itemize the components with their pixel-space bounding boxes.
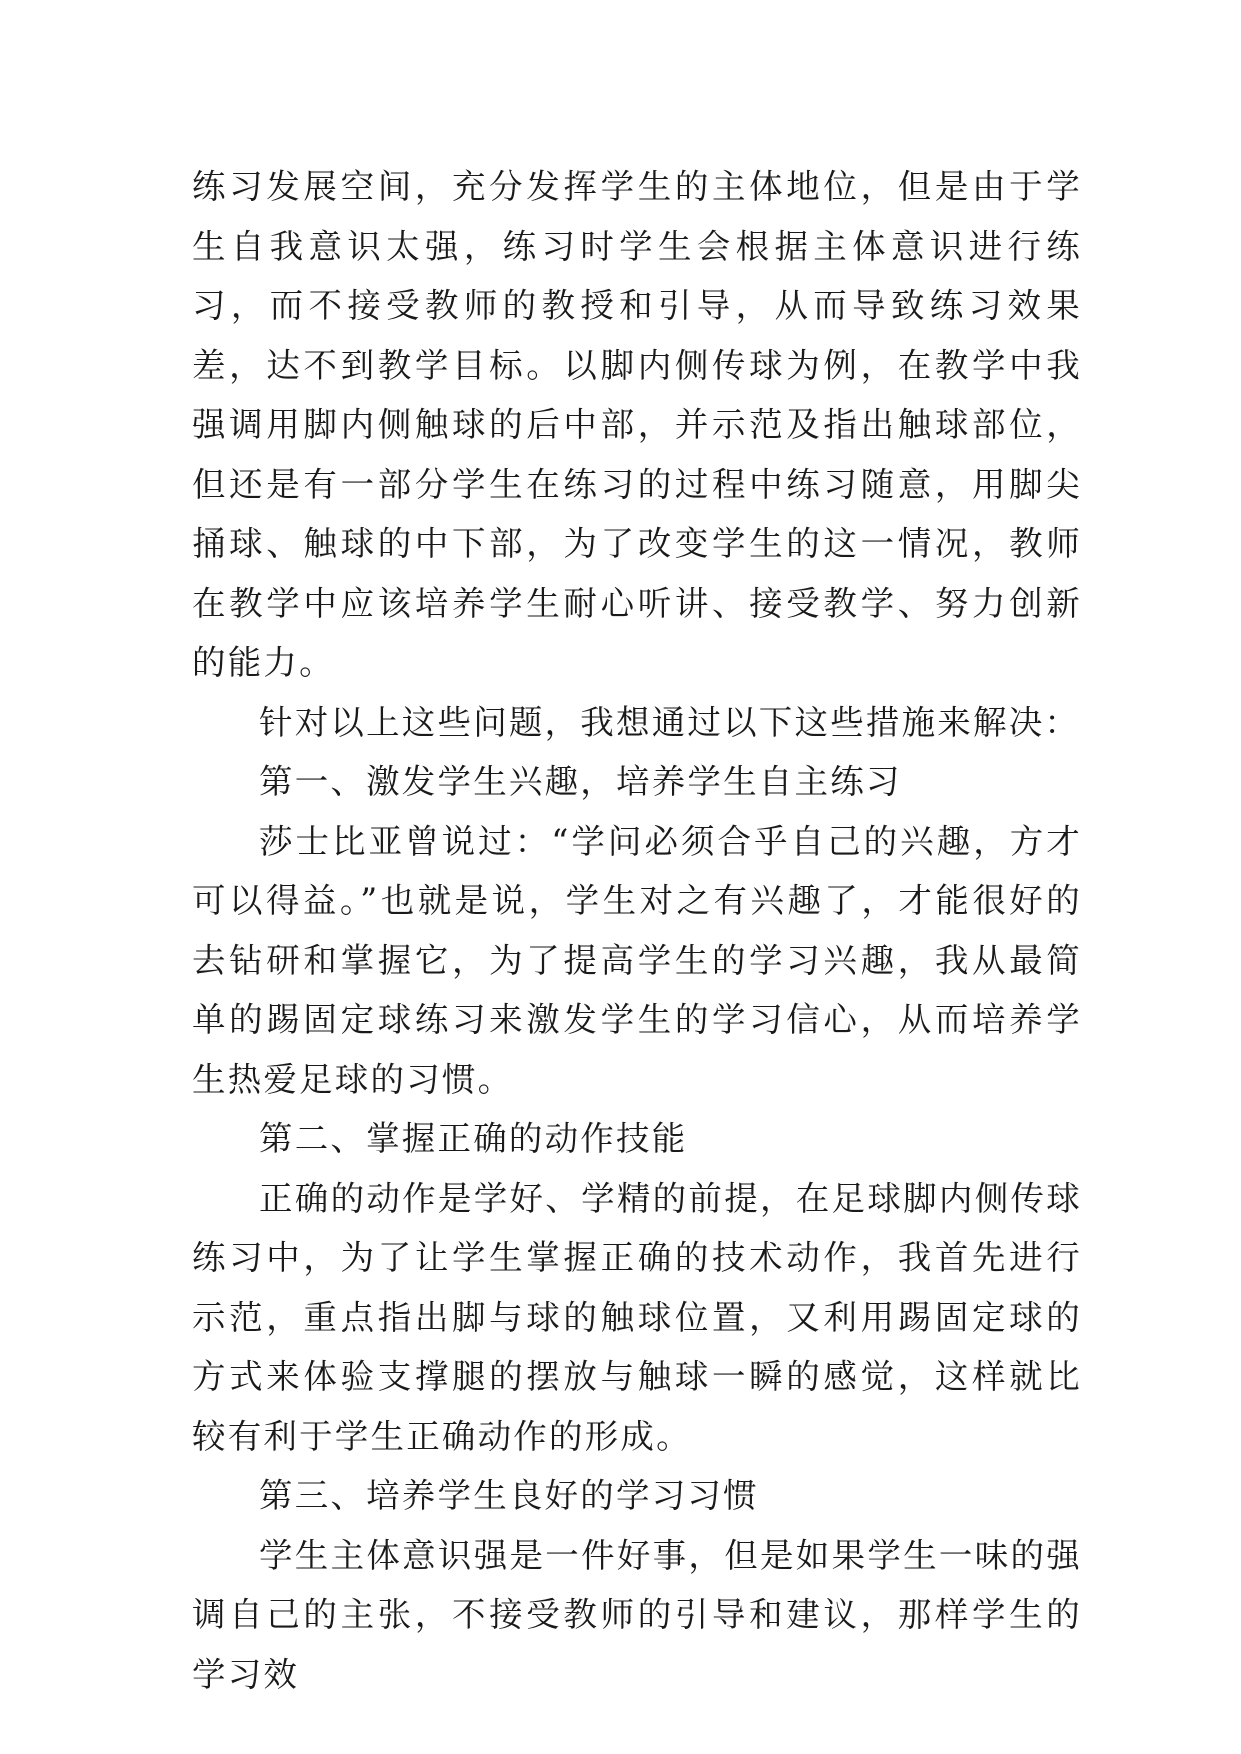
- paragraph-first-measure: 莎士比亚曾说过：“学问必须合乎自己的兴趣，方才可以得益。”也就是说，学生对之有兴趣了，才能很好的去钻研和掌握它，为了提高学生的学习兴趣，我从最简单的踢固定球练习来激发学生的学习信心，从而培养学生热爱足球的习惯。: [192, 821, 1082, 1099]
- paragraph-second-measure: 正确的动作是学好、学精的前提，在足球脚内侧传球练习中，为了让学生掌握正确的技术动作，我首先进行示范，重点指出脚与球的触球位置，又利用踢固定球的方式来体验支撑腿的摆放与触球一瞬的感觉，这样就比较有利于学生正确动作的形成。: [192, 1178, 1082, 1456]
- heading-first-measure: 第一、激发学生兴趣，培养学生自主练习: [259, 762, 902, 801]
- paragraph-continuation: 练习发展空间，充分发挥学生的主体地位，但是由于学生自我意识太强，练习时学生会根据主体意识进行练习，而不接受教师的教授和引导，从而导致练习效果差，达不到教学目标。以脚内侧传球为例，在教学中我强调用脚内侧触球的后中部，并示范及指出触球部位，但还是有一部分学生在练习的过程中练习随意，用脚尖捅球、触球的中下部，为了改变学生的这一情况，教师在教学中应该培养学生耐心听讲、接受教学、努力创新的能力。: [192, 167, 1082, 682]
- document-body: [192, 157, 1082, 1704]
- paragraph-intro-measures: 针对以上这些问题，我想通过以下这些措施来解决：: [259, 702, 1081, 742]
- heading-third-measure: 第三、培养学生良好的学习习惯: [259, 1476, 759, 1515]
- heading-second-measure: 第二、掌握正确的动作技能: [259, 1119, 688, 1158]
- paragraph-third-measure: 学生主体意识强是一件好事，但是如果学生一味的强调自己的主张，不接受教师的引导和建议，那样学生的学习效: [192, 1535, 1082, 1694]
